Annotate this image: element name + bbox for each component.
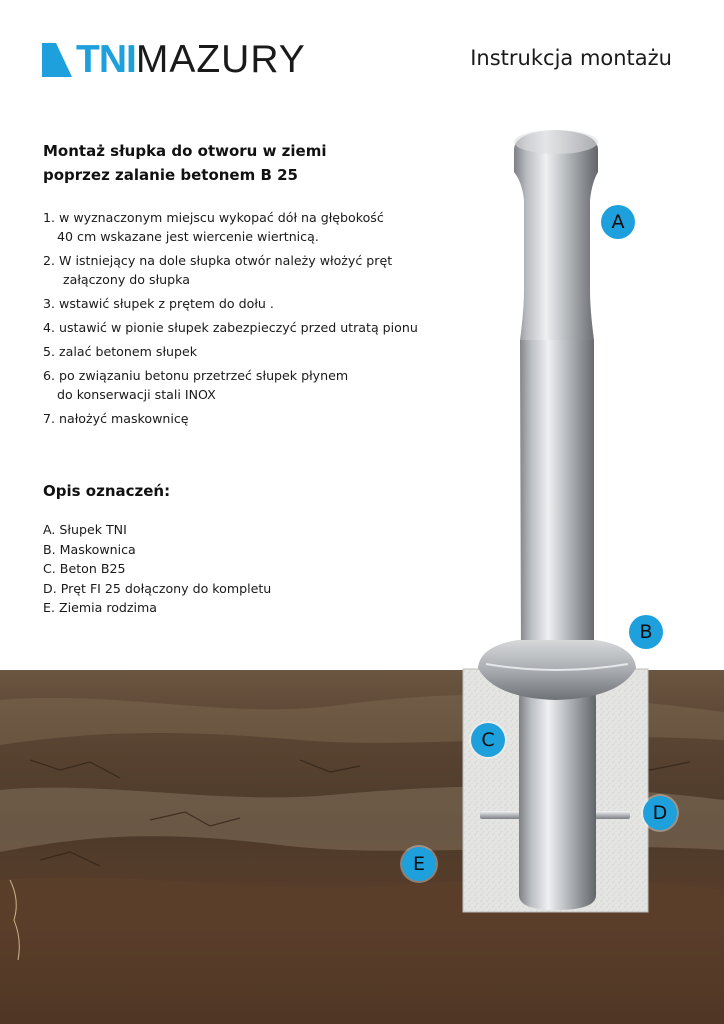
step-text: 6. po związaniu betonu przetrzeć słupek płynem [43,368,349,383]
heading-line: Montaż słupka do otworu w ziemi [43,142,327,160]
heading-line: poprzez zalanie betonem B 25 [43,166,298,184]
step-text: 3. wstawić słupek z prętem do dołu . [43,296,274,311]
rod-left [480,811,524,819]
step-continuation: załączony do słupka [63,272,190,287]
step-text: 1. w wyznaczonym miejscu wykopać dół na głębokość [43,210,384,225]
post-neck [514,130,598,340]
step-item [43,294,418,313]
step-continuation: do konserwacji stali INOX [57,387,216,402]
marker-d: D [643,796,677,830]
brand-name [76,40,306,80]
brand-prefix: TNI [76,38,136,81]
post-cap [514,130,598,154]
legend-item: A. Słupek TNI [43,522,127,537]
step-text: 2. W istniejący na dole słupka otwór należy włożyć pręt [43,253,393,268]
marker-a: A [601,205,635,239]
legend-list [43,520,271,618]
installation-steps [43,208,418,433]
step-item [43,251,418,289]
legend-item: B. Maskownica [43,541,136,557]
rod-right [594,811,630,819]
step-item [43,342,418,361]
legend-item: E. Ziemia rodzima [43,600,158,615]
tni-logo-icon [42,43,72,77]
step-text: 4. ustawić w pionie słupek zabezpieczyć przed utratą pionu [43,320,418,335]
step-item [43,318,418,337]
legend-title: Opis oznaczeń: [43,482,171,500]
marker-c: C [471,723,505,757]
brand-suffix: MAZURY [135,38,306,81]
legend-item: D. Pręt FI 25 dołączony do kompletu [43,580,272,596]
step-item [43,208,418,246]
marker-e: E [402,847,436,881]
step-text: 7. nałożyć maskownicę [43,411,189,426]
step-item [43,409,418,428]
marker-b: B [629,615,663,649]
section-heading [43,139,326,187]
post-shaft [519,340,596,910]
step-text: 5. zalać betonem słupek [43,344,198,359]
brand-logo [42,40,306,80]
step-continuation: 40 cm wskazane jest wiercenie wiertnicą. [57,229,319,244]
legend-item: C. Beton B25 [43,561,126,576]
document-title: Instrukcja montażu [470,46,672,70]
step-item [43,366,418,404]
